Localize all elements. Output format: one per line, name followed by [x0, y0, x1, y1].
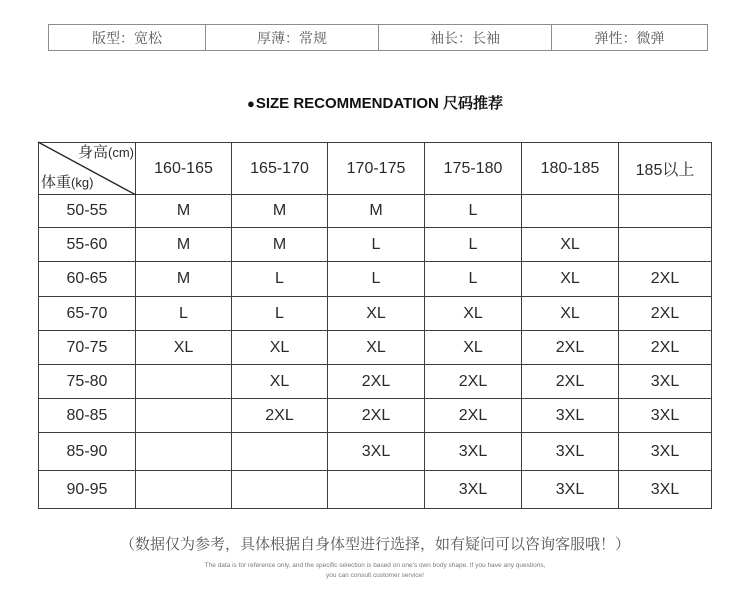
height-range-header: 165-170 — [232, 143, 328, 195]
height-range-header: 180-185 — [522, 143, 619, 195]
size-cell: 3XL — [522, 399, 619, 433]
height-range-header: 185以上 — [619, 143, 712, 195]
table-row — [39, 471, 712, 509]
size-cell: L — [425, 228, 522, 262]
size-cell: M — [232, 195, 328, 228]
size-cell: 2XL — [232, 399, 328, 433]
size-cell — [136, 433, 232, 471]
size-cell: XL — [522, 297, 619, 331]
size-cell: 2XL — [619, 331, 712, 365]
size-cell: 2XL — [619, 297, 712, 331]
size-cell: XL — [232, 331, 328, 365]
height-range-header: 160-165 — [136, 143, 232, 195]
table-row — [39, 195, 712, 228]
size-cell: M — [136, 262, 232, 297]
title-bullet: ● — [246, 96, 255, 111]
weight-axis-label — [41, 175, 93, 191]
weight-range-header: 85-90 — [39, 433, 136, 471]
size-cell: 2XL — [522, 365, 619, 399]
table-row — [39, 228, 712, 262]
attribute-cell-thickness: 厚薄：常规 — [206, 25, 379, 50]
size-cell: 3XL — [522, 433, 619, 471]
size-cell — [136, 471, 232, 509]
size-cell — [136, 399, 232, 433]
size-cell: 2XL — [619, 262, 712, 297]
table-row — [39, 297, 712, 331]
size-cell: L — [232, 297, 328, 331]
size-cell: XL — [425, 331, 522, 365]
attribute-cell-sleeve-length: 袖长：长袖 — [379, 25, 552, 50]
table-row — [39, 399, 712, 433]
size-cell: 3XL — [619, 471, 712, 509]
size-cell: XL — [328, 331, 425, 365]
attribute-cell-fit: 版型：宽松 — [49, 25, 206, 50]
size-cell: XL — [522, 228, 619, 262]
weight-range-header: 80-85 — [39, 399, 136, 433]
size-cell: XL — [522, 262, 619, 297]
table-header-row — [39, 143, 712, 195]
table-corner-header — [39, 143, 136, 195]
size-cell: 2XL — [328, 399, 425, 433]
size-cell: 2XL — [522, 331, 619, 365]
table-row — [39, 365, 712, 399]
attribute-cell-elasticity: 弹性：微弹 — [594, 29, 665, 46]
size-cell: 3XL — [328, 433, 425, 471]
height-range-header: 170-175 — [328, 143, 425, 195]
size-cell: L — [136, 297, 232, 331]
section-title — [0, 94, 750, 114]
size-cell: L — [425, 195, 522, 228]
size-cell: 3XL — [619, 365, 712, 399]
weight-range-header: 90-95 — [39, 471, 136, 509]
size-cell: XL — [232, 365, 328, 399]
height-label-text: 身高 — [77, 144, 108, 161]
table-row — [39, 331, 712, 365]
weight-range-header: 65-70 — [39, 297, 136, 331]
size-cell: 3XL — [425, 433, 522, 471]
size-cell: XL — [136, 331, 232, 365]
product-attributes-bar — [48, 24, 708, 51]
table-row — [39, 262, 712, 297]
weight-range-header: 50-55 — [39, 195, 136, 228]
size-cell: XL — [328, 297, 425, 331]
size-recommendation-table — [38, 142, 712, 509]
table-row — [39, 433, 712, 471]
weight-unit-text: (kg) — [71, 175, 94, 190]
size-cell — [232, 433, 328, 471]
size-cell: M — [232, 228, 328, 262]
size-cell — [522, 195, 619, 228]
size-cell: L — [232, 262, 328, 297]
size-cell: 2XL — [328, 365, 425, 399]
reference-note-en-line: you can consult customer service! — [326, 572, 424, 579]
size-cell: 2XL — [425, 365, 522, 399]
size-cell: XL — [425, 297, 522, 331]
reference-note-en-line: The data is for reference only, and the specific selection is based on one's own body shape. If you have any questions, — [204, 562, 546, 569]
size-cell — [619, 228, 712, 262]
size-cell: 2XL — [425, 399, 522, 433]
reference-note-cn: （数据仅为参考，具体根据自身体型进行选择，如有疑问可以咨询客服哦！） — [119, 536, 630, 553]
reference-note-en — [0, 561, 750, 581]
size-cell — [619, 195, 712, 228]
size-cell: 3XL — [522, 471, 619, 509]
corner-header-box — [39, 143, 135, 194]
size-cell: M — [328, 195, 425, 228]
height-range-header: 175-180 — [425, 143, 522, 195]
size-cell: M — [136, 228, 232, 262]
weight-range-header: 60-65 — [39, 262, 136, 297]
weight-range-header: 70-75 — [39, 331, 136, 365]
size-cell: L — [328, 262, 425, 297]
height-unit-text: (cm) — [108, 145, 134, 160]
height-axis-label — [78, 145, 134, 161]
weight-range-header: 55-60 — [39, 228, 136, 262]
size-cell — [328, 471, 425, 509]
size-cell: L — [328, 228, 425, 262]
title-text: SIZE RECOMMENDATION 尺码推荐 — [255, 95, 504, 112]
size-cell: 3XL — [619, 399, 712, 433]
size-cell — [232, 471, 328, 509]
weight-label-text: 体重 — [41, 174, 72, 191]
size-cell: 3XL — [425, 471, 522, 509]
size-cell: L — [425, 262, 522, 297]
size-cell — [136, 365, 232, 399]
size-cell: 3XL — [619, 433, 712, 471]
weight-range-header: 75-80 — [39, 365, 136, 399]
size-cell: M — [136, 195, 232, 228]
